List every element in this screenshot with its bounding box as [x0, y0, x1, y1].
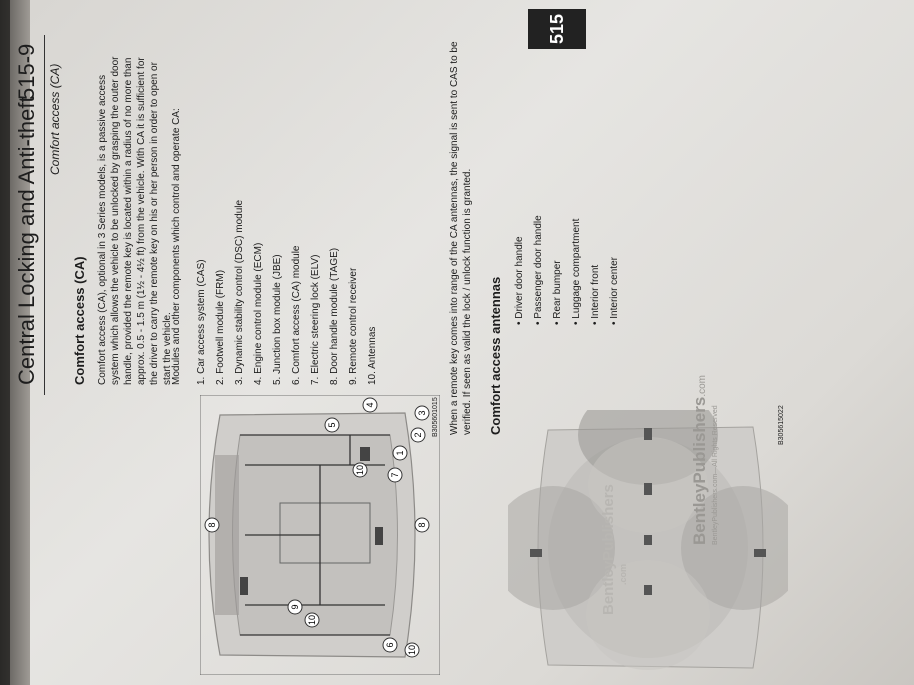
- callout-10c: [405, 643, 419, 657]
- page-subtitle: Comfort access (CA): [48, 63, 62, 175]
- list-item: 1. Car access system (CAS): [196, 259, 207, 385]
- list-item: • Interior front: [590, 264, 601, 325]
- module-block: [360, 447, 370, 461]
- antenna-marker: [644, 428, 652, 440]
- list-item: • Interior center: [609, 257, 620, 325]
- callout-3: [415, 406, 429, 420]
- section-heading-antennas: Comfort access antennas: [488, 276, 503, 435]
- watermark-brand: BentleyPublishers: [600, 484, 617, 615]
- callout-9: [288, 600, 302, 614]
- callout-1: [393, 446, 407, 460]
- svg-text:4: 4: [365, 402, 375, 408]
- list-item: • Rear bumper: [552, 260, 563, 325]
- vehicle-modules-diagram: [200, 395, 440, 675]
- modules-intro: Modules and other components which control and operate CA:: [171, 108, 182, 385]
- chapter-tab: 515: [528, 9, 586, 49]
- module-block: [375, 527, 383, 545]
- antenna-marker: [754, 549, 766, 557]
- page-title: Central Locking and Anti-theft: [14, 96, 39, 385]
- page-number: 515-9: [14, 43, 39, 100]
- callout-2: [411, 428, 425, 442]
- modules-list: [192, 200, 382, 385]
- callout-10: [353, 463, 367, 477]
- list-item: 6. Comfort access (CA) module: [291, 245, 302, 385]
- antenna-marker: [644, 585, 652, 595]
- svg-text:9: 9: [290, 604, 300, 610]
- callout-8b: [205, 518, 219, 532]
- section-body-remote-key: When a remote key comes into range of the CA antennas, the signal is sent to CAS to be verified. If seen as valid the lock / unlock function is granted.: [449, 41, 473, 435]
- list-item: 10. Antennas: [367, 326, 378, 385]
- callout-7: [388, 468, 402, 482]
- svg-text:8: 8: [207, 522, 217, 528]
- section-heading-comfort-access: Comfort access (CA): [72, 256, 87, 385]
- svg-text:10: 10: [407, 644, 417, 656]
- callout-10b: [305, 613, 319, 627]
- watermark-com: .com: [618, 563, 628, 585]
- list-item: • Passenger door handle: [533, 215, 544, 325]
- module-block: [240, 577, 248, 595]
- antenna-marker: [644, 535, 652, 545]
- header-rule: [44, 35, 45, 395]
- svg-text:8: 8: [417, 522, 427, 528]
- svg-text:3: 3: [417, 410, 427, 416]
- svg-text:7: 7: [390, 472, 400, 478]
- list-item: • Luggage compartment: [571, 218, 582, 325]
- svg-text:5: 5: [327, 422, 337, 428]
- footer-rights: BentleyPublishers.com—All Rights Reserved: [712, 405, 719, 545]
- section-body-comfort-access: Comfort access (CA), optional in 3 Series models, is a passive access system which allows the vehicle to be unlocked by grasping the outer door handle, provided the remote key is located within a radius of no more than approx. 0.5 - 1.5 m (1½ - 4½ ft) from the vehicle. With CA it is sufficient for the driver to carry the remote key on his or her person in order to open or start the vehicle.: [97, 56, 173, 385]
- svg-text:2: 2: [413, 432, 423, 438]
- callout-6: [383, 638, 397, 652]
- list-item: 2. Footwell module (FRM): [215, 269, 226, 385]
- svg-text:1: 1: [395, 450, 405, 456]
- callout-5: [325, 418, 339, 432]
- list-item: 9. Remote control receiver: [348, 267, 359, 385]
- list-item: 4. Engine control module (ECM): [253, 242, 264, 385]
- rear-window: [215, 455, 239, 615]
- list-item: 8. Door handle module (TAGE): [329, 247, 340, 385]
- figure1-id: B305601015: [432, 397, 439, 437]
- callout-4: [363, 398, 377, 412]
- figure2-id: B305615022: [778, 405, 785, 445]
- antenna-marker: [530, 549, 542, 557]
- footer-brand: BentleyPublishers.com: [690, 375, 709, 545]
- antenna-coverage-diagram: [508, 410, 788, 685]
- antenna-list: [510, 215, 624, 325]
- svg-text:6: 6: [385, 642, 395, 648]
- antenna-marker: [644, 483, 652, 495]
- list-item: 3. Dynamic stability control (DSC) module: [234, 199, 245, 385]
- list-item: 5. Junction box module (JBE): [272, 254, 283, 385]
- list-item: 7. Electric steering lock (ELV): [310, 254, 321, 385]
- list-item: • Driver door handle: [514, 236, 525, 325]
- svg-text:10: 10: [355, 464, 365, 476]
- svg-text:10: 10: [307, 614, 317, 626]
- callout-8: [415, 518, 429, 532]
